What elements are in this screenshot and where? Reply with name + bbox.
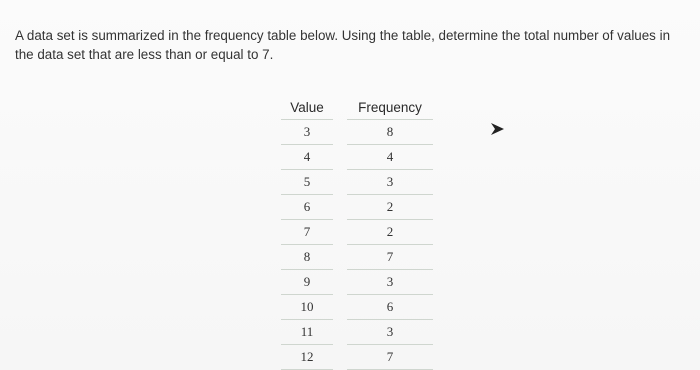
frequency-cell: 4 <box>347 145 433 170</box>
column-header-value: Value <box>281 95 333 120</box>
value-cell: 6 <box>281 195 333 220</box>
frequency-cell: 7 <box>347 245 433 270</box>
table-row <box>281 320 433 345</box>
value-cell: 8 <box>281 245 333 270</box>
frequency-cell: 2 <box>347 195 433 220</box>
table-row <box>281 245 433 270</box>
table-row <box>281 120 433 145</box>
frequency-cell: 3 <box>347 270 433 295</box>
value-cell: 3 <box>281 120 333 145</box>
frequency-cell: 2 <box>347 220 433 245</box>
table-row <box>281 195 433 220</box>
frequency-cell: 6 <box>347 295 433 320</box>
table-row <box>281 295 433 320</box>
mouse-pointer-icon <box>489 122 505 136</box>
frequency-table <box>281 95 433 370</box>
table-row <box>281 270 433 295</box>
frequency-cell: 3 <box>347 320 433 345</box>
frequency-cell: 8 <box>347 120 433 145</box>
question-text: A data set is summarized in the frequency table below. Using the table, determine the total number of values in the data set that are less than or equal to 7. <box>15 28 671 63</box>
value-cell: 7 <box>281 220 333 245</box>
value-cell: 11 <box>281 320 333 345</box>
value-cell: 12 <box>281 345 333 370</box>
value-cell: 5 <box>281 170 333 195</box>
table-row <box>281 170 433 195</box>
value-cell: 4 <box>281 145 333 170</box>
value-cell: 9 <box>281 270 333 295</box>
table-row <box>281 220 433 245</box>
table-row <box>281 145 433 170</box>
frequency-cell: 3 <box>347 170 433 195</box>
table-header-row <box>281 95 433 120</box>
frequency-cell: 7 <box>347 345 433 370</box>
table-row <box>281 345 433 370</box>
value-cell: 10 <box>281 295 333 320</box>
column-header-frequency: Frequency <box>347 95 433 120</box>
